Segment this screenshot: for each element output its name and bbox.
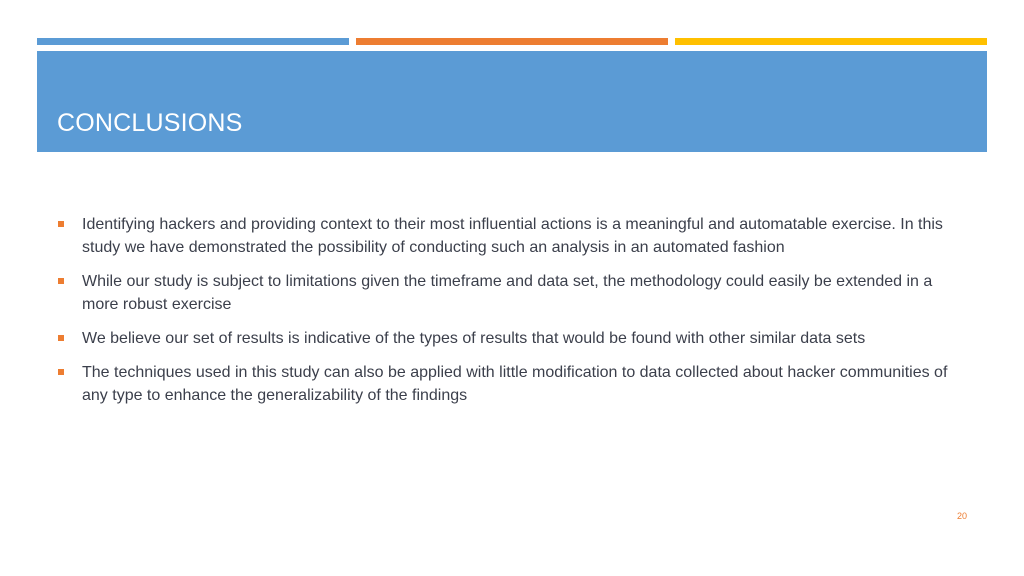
accent-bar-yellow: [675, 38, 987, 45]
page-number: 20: [956, 511, 967, 521]
accent-bar-blue: [37, 38, 349, 45]
square-bullet-icon: [58, 335, 64, 341]
bullet-text: While our study is subject to limitations given the timeframe and data set, the methodology could easily be extended in a more robust exercise: [82, 273, 933, 313]
title-band: [37, 51, 987, 152]
bullet-list: [56, 213, 966, 418]
square-bullet-icon: [58, 278, 64, 284]
square-bullet-icon: [58, 369, 64, 375]
bullet-item: [56, 327, 966, 350]
bullet-item: [56, 213, 966, 259]
bullet-item: [56, 270, 966, 316]
square-bullet-icon: [58, 221, 64, 227]
bullet-text: We believe our set of results is indicative of the types of results that would be found with other similar data sets: [82, 330, 866, 347]
accent-bar-orange: [356, 38, 668, 45]
slide-title: CONCLUSIONS: [57, 109, 243, 137]
bullet-item: [56, 361, 966, 407]
bullet-text: The techniques used in this study can also be applied with little modification to data collected about hacker communities of any type to enhance the generalizability of the findings: [82, 364, 948, 404]
bullet-text: Identifying hackers and providing context to their most influential actions is a meaningful and automatable exercise. In this study we have demonstrated the possibility of conducting such an analysis in an automated fashion: [82, 216, 943, 256]
